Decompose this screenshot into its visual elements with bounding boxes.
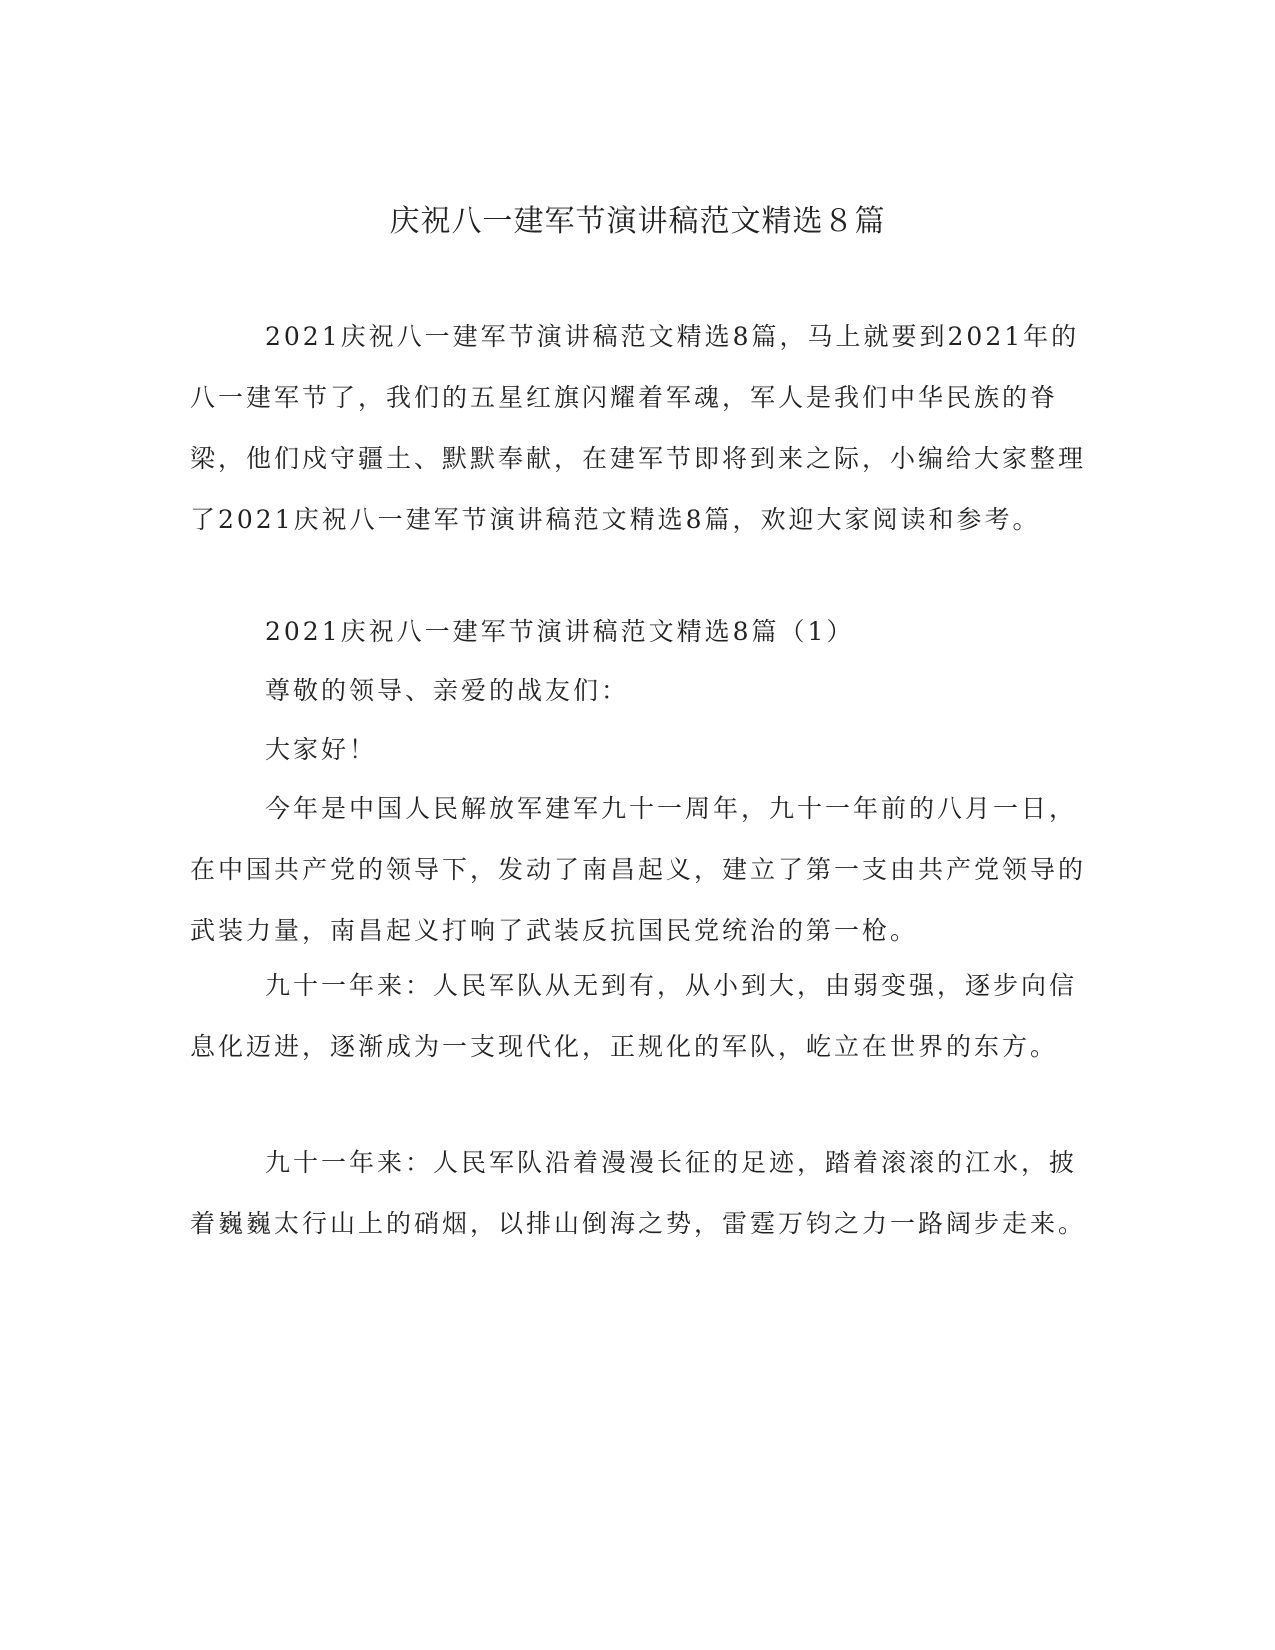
body-paragraph: 九十一年来：人民军队从无到有，从小到大，由弱变强，逐步向信息化迈进，逐渐成为一支现代化，正规化的军队，屹立在世界的东方。: [190, 971, 1078, 1061]
body-paragraph: 今年是中国人民解放军建军九十一周年，九十一年前的八月一日，在中国共产党的领导下，发动了南昌起义，建立了第一支由共产党领导的武装力量，南昌起义打响了武装反抗国民党统治的第一枪。: [190, 794, 1087, 945]
body-paragraph: 九十一年来：人民军队沿着漫漫长征的足迹，踏着滚滚的江水，披着巍巍太行山上的硝烟，以排山倒海之势，雷霆万钧之力一路阔步走来。: [190, 1148, 1087, 1238]
intro-paragraph: 2021庆祝八一建军节演讲稿范文精选8篇，马上就要到2021年的八一建军节了，我们的五星红旗闪耀着军魂，军人是我们中华民族的脊梁，他们戍守疆土、默默奉献，在建军节即将到来之际，小编给大家整理了2021庆祝八一建军节演讲稿范文精选8篇，欢迎大家阅读和参考。: [190, 322, 1087, 534]
greeting-paragraph: 大家好！: [265, 735, 378, 764]
document-title: 庆祝八一建军节演讲稿范文精选８篇: [389, 204, 886, 239]
section-heading: 2021庆祝八一建军节演讲稿范文精选8篇（1）: [265, 617, 855, 646]
salutation-paragraph: 尊敬的领导、亲爱的战友们：: [265, 676, 630, 705]
